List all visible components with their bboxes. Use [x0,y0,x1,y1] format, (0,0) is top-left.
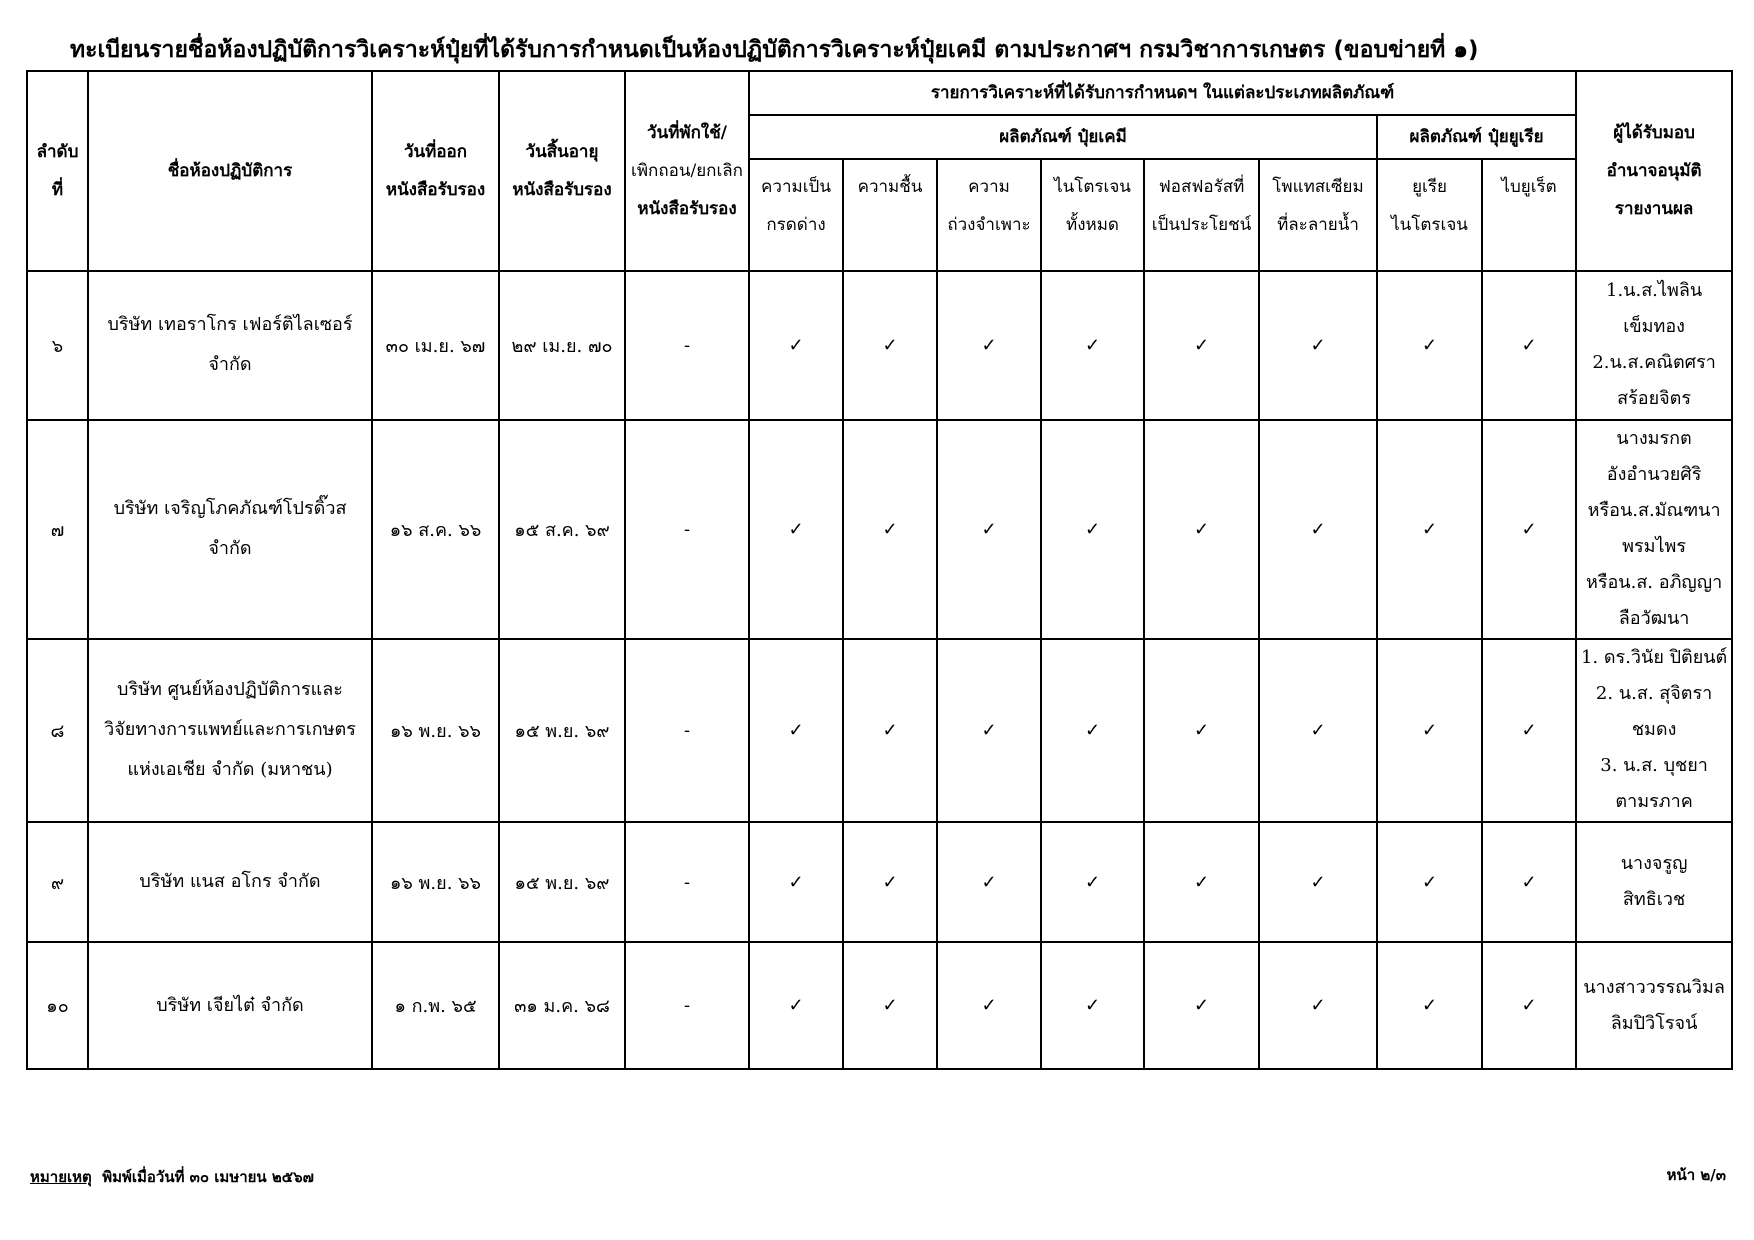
check-icon: ✓ [1377,942,1482,1069]
cell-authorized: นางสาววรรณวิมล ลิมปิวิโรจน์ [1576,942,1732,1069]
cell-no: ๑๐ [27,942,88,1069]
cell-expire-date: ๒๙ เม.ย. ๗๐ [499,271,625,420]
table-row [27,822,1732,943]
header-item-6: ยูเรีย ไนโตรเจน [1377,159,1482,271]
header-lab: ชื่อห้องปฏิบัติการ [88,71,372,271]
cell-lab-name: บริษัท แนส อโกร จำกัด [88,822,372,943]
check-icon: ✓ [937,942,1041,1069]
check-icon: ✓ [1482,639,1576,822]
cell-expire-date: ๑๕ ส.ค. ๖๙ [499,420,625,639]
check-icon: ✓ [1041,942,1144,1069]
header-analysis-group: รายการวิเคราะห์ที่ได้รับการกำหนดฯ ในแต่ละประเภทผลิตภัณฑ์ [749,71,1576,115]
header-chem-group: ผลิตภัณฑ์ ปุ๋ยเคมี [749,115,1377,159]
cell-issue-date: ๑๖ พ.ย. ๖๖ [372,639,499,822]
cell-authorized: 1. ดร.วินัย ปิติยนต์ 2. น.ส. สุจิตรา ชมดง 3. น.ส. บุชยา ตามรภาค [1576,639,1732,822]
cell-issue-date: ๑ ก.พ. ๖๕ [372,942,499,1069]
check-icon: ✓ [1144,271,1259,420]
check-icon: ✓ [1041,822,1144,943]
cell-suspend-date: - [625,822,749,943]
cell-lab-name: บริษัท ศูนย์ห้องปฏิบัติการและ วิจัยทางการแพทย์และการเกษตร แห่งเอเชีย จำกัด (มหาชน) [88,639,372,822]
header-item-3: ไนโตรเจน ทั้งหมด [1041,159,1144,271]
footnote-text: พิมพ์เมื่อวันที่ ๓๐ เมษายน ๒๕๖๗ [102,1168,314,1186]
cell-lab-name: บริษัท เทอราโกร เฟอร์ติไลเซอร์ จำกัด [88,271,372,420]
header-no: ลำดับ ที่ [27,71,88,271]
header-expire-date: วันสิ้นอายุ หนังสือรับรอง [499,71,625,271]
check-icon: ✓ [1041,420,1144,639]
check-icon: ✓ [937,271,1041,420]
check-icon: ✓ [749,639,843,822]
check-icon: ✓ [1041,271,1144,420]
header-item-5: โพแทสเซียม ที่ละลายน้ำ [1259,159,1377,271]
header-urea-group: ผลิตภัณฑ์ ปุ๋ยยูเรีย [1377,115,1576,159]
cell-no: ๙ [27,822,88,943]
header-issue-date: วันที่ออก หนังสือรับรอง [372,71,499,271]
cell-issue-date: ๓๐ เม.ย. ๖๗ [372,271,499,420]
cell-lab-name: บริษัท เจริญโภคภัณฑ์โปรดิ๊วส จำกัด [88,420,372,639]
check-icon: ✓ [1377,822,1482,943]
table-row [27,639,1732,822]
cell-suspend-date: - [625,942,749,1069]
table-row [27,942,1732,1069]
cell-issue-date: ๑๖ พ.ย. ๖๖ [372,822,499,943]
check-icon: ✓ [1144,639,1259,822]
check-icon: ✓ [1144,420,1259,639]
cell-issue-date: ๑๖ ส.ค. ๖๖ [372,420,499,639]
cell-no: ๗ [27,420,88,639]
registry-table [26,70,1733,1070]
cell-suspend-date: - [625,639,749,822]
header-authorized: ผู้ได้รับมอบ อำนาจอนุมัติ รายงานผล [1576,71,1732,271]
check-icon: ✓ [843,942,937,1069]
header-item-2: ความ ถ่วงจำเพาะ [937,159,1041,271]
check-icon: ✓ [1377,639,1482,822]
table-row [27,271,1732,420]
check-icon: ✓ [1259,639,1377,822]
cell-authorized: นางมรกต อังอำนวยศิริ หรือน.ส.มัณฑนา พรมไพร หรือน.ส. อภิญญา ลือวัฒนา [1576,420,1732,639]
check-icon: ✓ [1482,420,1576,639]
check-icon: ✓ [1259,420,1377,639]
footnote-label: หมายเหตุ [30,1168,92,1186]
cell-expire-date: ๑๕ พ.ย. ๖๙ [499,822,625,943]
check-icon: ✓ [1259,942,1377,1069]
cell-no: ๖ [27,271,88,420]
table-row [27,420,1732,639]
check-icon: ✓ [749,822,843,943]
check-icon: ✓ [1041,639,1144,822]
cell-suspend-date: - [625,420,749,639]
check-icon: ✓ [749,420,843,639]
check-icon: ✓ [937,639,1041,822]
cell-expire-date: ๓๑ ม.ค. ๖๘ [499,942,625,1069]
check-icon: ✓ [843,822,937,943]
check-icon: ✓ [749,271,843,420]
check-icon: ✓ [1259,271,1377,420]
check-icon: ✓ [1377,420,1482,639]
check-icon: ✓ [937,822,1041,943]
check-icon: ✓ [937,420,1041,639]
header-item-4: ฟอสฟอรัสที่ เป็นประโยชน์ [1144,159,1259,271]
check-icon: ✓ [1482,271,1576,420]
check-icon: ✓ [843,271,937,420]
check-icon: ✓ [1144,822,1259,943]
footnote [30,1165,314,1189]
check-icon: ✓ [843,639,937,822]
check-icon: ✓ [843,420,937,639]
header-item-0: ความเป็น กรดด่าง [749,159,843,271]
check-icon: ✓ [1377,271,1482,420]
check-icon: ✓ [1482,822,1576,943]
check-icon: ✓ [1144,942,1259,1069]
header-suspend-date: วันที่พักใช้/ เพิกถอน/ยกเลิก หนังสือรับรอง [625,71,749,271]
cell-no: ๘ [27,639,88,822]
cell-expire-date: ๑๕ พ.ย. ๖๙ [499,639,625,822]
page-number: หน้า ๒/๓ [1666,1166,1726,1184]
page-title: ทะเบียนรายชื่อห้องปฏิบัติการวิเคราะห์ปุ๋ยที่ได้รับการกำหนดเป็นห้องปฏิบัติการวิเคราะห์ปุ๋ยเคมี ตามประกาศฯ กรมวิชาการเกษตร (ขอบข่ายที่ ๑) [70,37,1479,63]
cell-lab-name: บริษัท เจียไต๋ จำกัด [88,942,372,1069]
header-item-7: ไบยูเร็ต [1482,159,1576,271]
cell-suspend-date: - [625,271,749,420]
check-icon: ✓ [749,942,843,1069]
header-item-1: ความชื้น [843,159,937,271]
check-icon: ✓ [1259,822,1377,943]
check-icon: ✓ [1482,942,1576,1069]
cell-authorized: 1.น.ส.ไพลิน เข็มทอง 2.น.ส.คณิตศรา สร้อยจิตร [1576,271,1732,420]
cell-authorized: นางจรูญ สิทธิเวช [1576,822,1732,943]
